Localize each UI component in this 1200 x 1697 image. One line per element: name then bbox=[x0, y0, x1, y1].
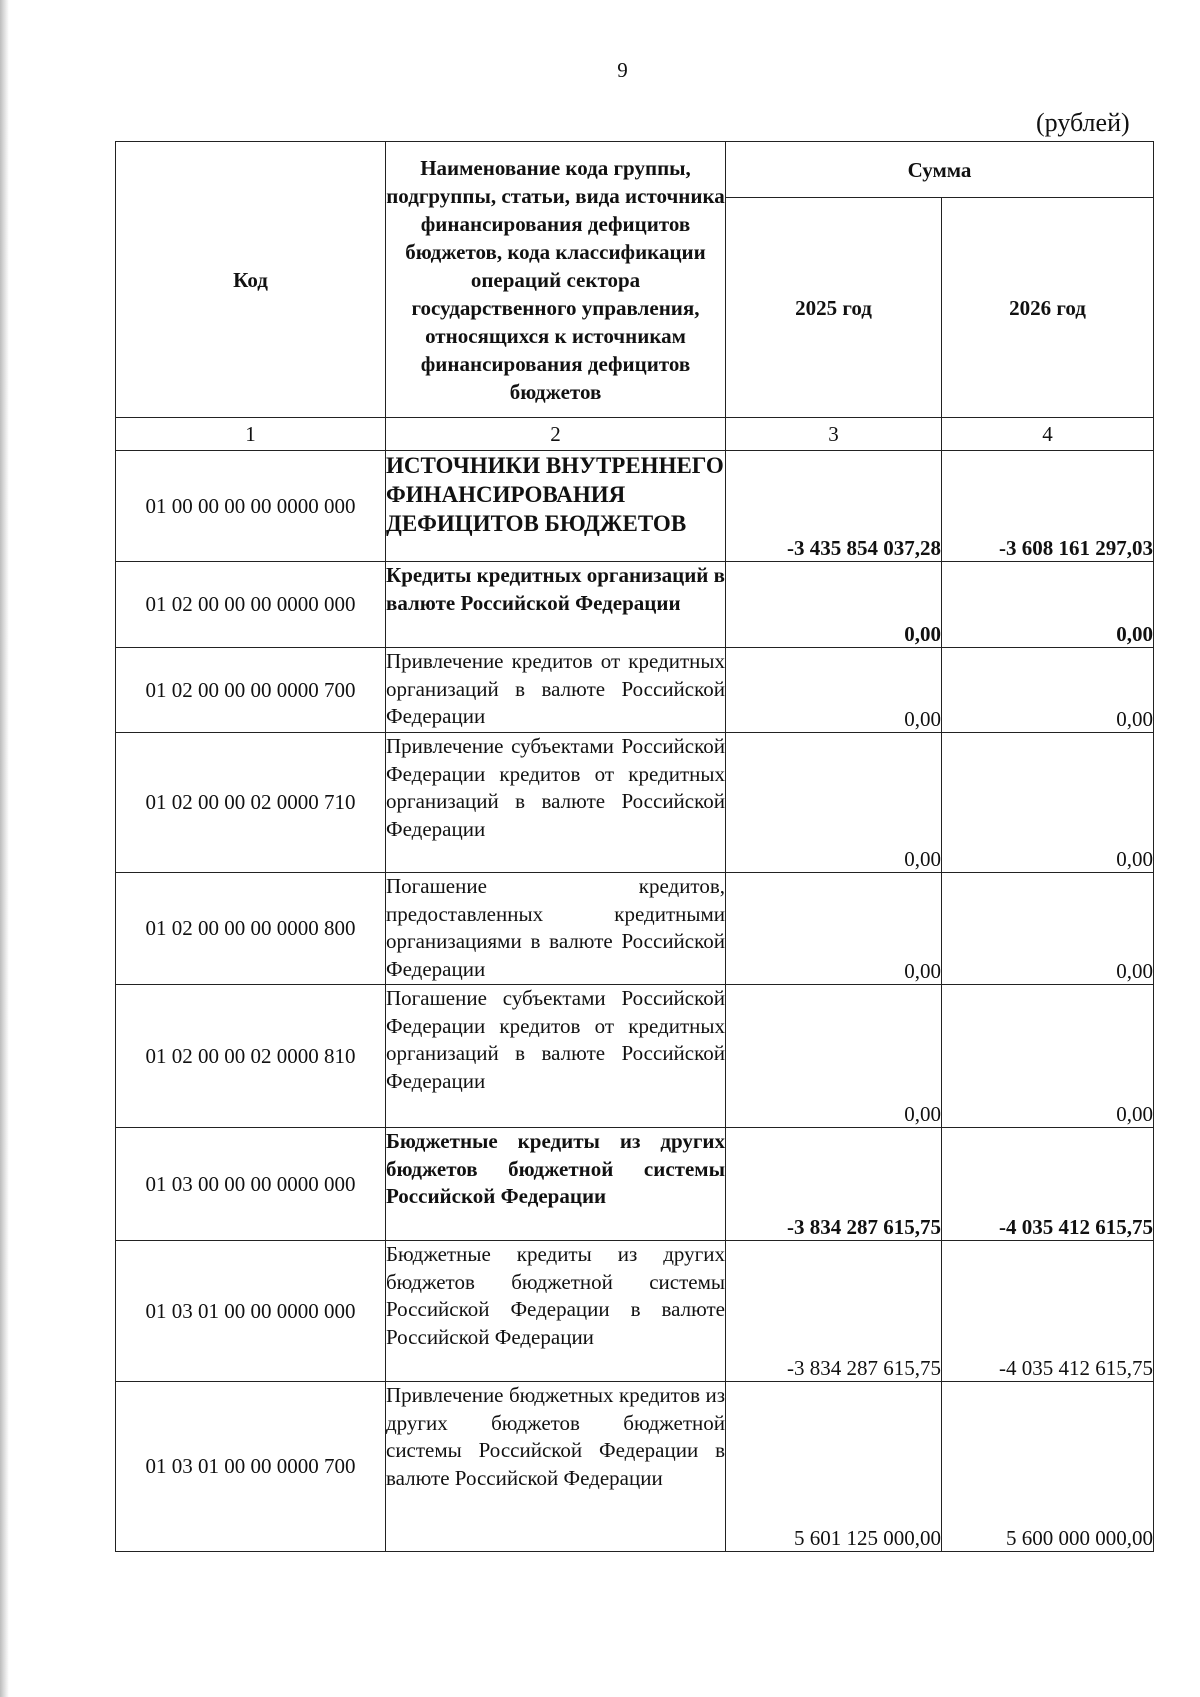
row-amount-2026: -3 608 161 297,03 bbox=[942, 451, 1154, 562]
header-year-2026: 2026 год bbox=[942, 198, 1154, 418]
row-code: 01 02 00 00 02 0000 710 bbox=[116, 733, 386, 873]
table-row bbox=[116, 1382, 1154, 1552]
row-name: Погашение субъектами Российской Федерации кредитов от кредитных организаций в валюте Российской Федерации bbox=[386, 985, 726, 1128]
row-amount-2025: 0,00 bbox=[726, 733, 942, 873]
row-name: Привлечение бюджетных кредитов из других бюджетов бюджетной системы Российской Федерации в валюте Российской Федерации bbox=[386, 1382, 726, 1552]
table-row bbox=[116, 733, 1154, 873]
header-row-top bbox=[116, 142, 1154, 198]
row-code: 01 03 00 00 00 0000 000 bbox=[116, 1128, 386, 1241]
row-name: Бюджетные кредиты из других бюджетов бюджетной системы Российской Федерации в валюте Российской Федерации bbox=[386, 1241, 726, 1382]
column-numbers-row bbox=[116, 418, 1154, 451]
row-name: ИСТОЧНИКИ ВНУТРЕННЕГО ФИНАНСИРОВАНИЯ ДЕФИЦИТОВ БЮДЖЕТОВ bbox=[386, 451, 726, 562]
row-code: 01 02 00 00 02 0000 810 bbox=[116, 985, 386, 1128]
page-number: 9 bbox=[617, 58, 628, 82]
row-amount-2026: 0,00 bbox=[942, 733, 1154, 873]
row-name: Привлечение кредитов от кредитных организаций в валюте Российской Федерации bbox=[386, 648, 726, 733]
row-name: Привлечение субъектами Российской Федерации кредитов от кредитных организаций в валюте Российской Федерации bbox=[386, 733, 726, 873]
row-name: Погашение кредитов, предоставленных кредитными организациями в валюте Российской Федерации bbox=[386, 873, 726, 985]
row-amount-2025: -3 834 287 615,75 bbox=[726, 1241, 942, 1382]
row-amount-2026: 0,00 bbox=[942, 562, 1154, 648]
table-row bbox=[116, 451, 1154, 562]
table-row bbox=[116, 1128, 1154, 1241]
row-amount-2025: 5 601 125 000,00 bbox=[726, 1382, 942, 1552]
column-number: 2 bbox=[386, 418, 726, 451]
row-code: 01 02 00 00 00 0000 800 bbox=[116, 873, 386, 985]
row-amount-2025: 0,00 bbox=[726, 985, 942, 1128]
table-row bbox=[116, 1241, 1154, 1382]
row-amount-2025: 0,00 bbox=[726, 562, 942, 648]
row-amount-2025: -3 834 287 615,75 bbox=[726, 1128, 942, 1241]
row-name: Кредиты кредитных организаций в валюте Российской Федерации bbox=[386, 562, 726, 648]
row-code: 01 00 00 00 00 0000 000 bbox=[116, 451, 386, 562]
row-amount-2025: 0,00 bbox=[726, 873, 942, 985]
row-name: Бюджетные кредиты из других бюджетов бюджетной системы Российской Федерации bbox=[386, 1128, 726, 1241]
row-amount-2026: 0,00 bbox=[942, 648, 1154, 733]
units-label: (рублей) bbox=[1036, 108, 1130, 137]
row-code: 01 02 00 00 00 0000 700 bbox=[116, 648, 386, 733]
header-sum: Сумма bbox=[726, 142, 1154, 198]
row-amount-2025: -3 435 854 037,28 bbox=[726, 451, 942, 562]
table-row bbox=[116, 562, 1154, 648]
row-code: 01 02 00 00 00 0000 000 bbox=[116, 562, 386, 648]
row-amount-2026: 5 600 000 000,00 bbox=[942, 1382, 1154, 1552]
table-row bbox=[116, 648, 1154, 733]
column-number: 1 bbox=[116, 418, 386, 451]
header-year-2025: 2025 год bbox=[726, 198, 942, 418]
header-code: Код bbox=[116, 142, 386, 418]
row-amount-2025: 0,00 bbox=[726, 648, 942, 733]
column-number: 4 bbox=[942, 418, 1154, 451]
table-row bbox=[116, 873, 1154, 985]
column-number: 3 bbox=[726, 418, 942, 451]
row-code: 01 03 01 00 00 0000 700 bbox=[116, 1382, 386, 1552]
row-amount-2026: 0,00 bbox=[942, 985, 1154, 1128]
row-amount-2026: -4 035 412 615,75 bbox=[942, 1241, 1154, 1382]
header-name: Наименование кода группы, подгруппы, статьи, вида источника финансирования дефицитов бюджетов, кода классификации операций сектора государственного управления, относящихся к источникам финансирования дефицитов бюджетов bbox=[386, 142, 726, 418]
row-amount-2026: -4 035 412 615,75 bbox=[942, 1128, 1154, 1241]
scan-edge bbox=[0, 0, 9, 1697]
table-row bbox=[116, 985, 1154, 1128]
row-amount-2026: 0,00 bbox=[942, 873, 1154, 985]
budget-sources-table bbox=[115, 141, 1154, 1552]
row-code: 01 03 01 00 00 0000 000 bbox=[116, 1241, 386, 1382]
